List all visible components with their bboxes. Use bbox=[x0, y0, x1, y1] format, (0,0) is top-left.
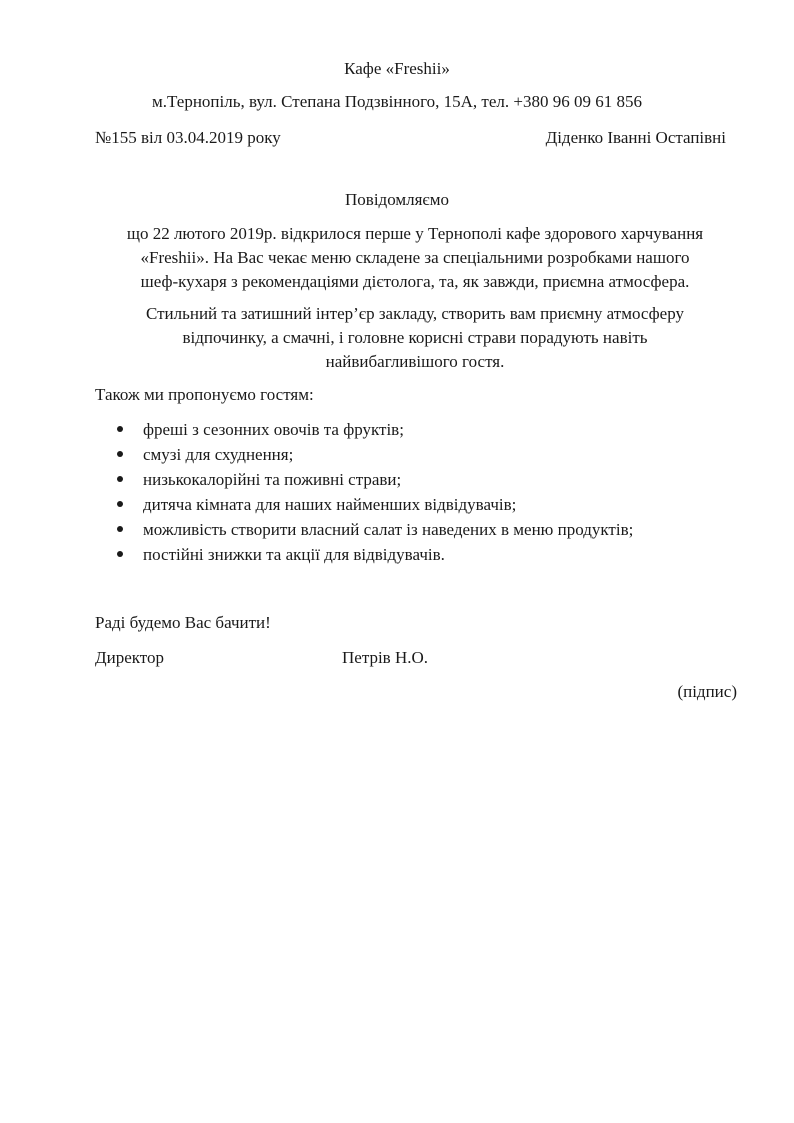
offer-list bbox=[115, 417, 633, 567]
reference-number: №155 віл 03.04.2019 року bbox=[95, 128, 281, 147]
offer-text: низькокалорійні та поживні страви; bbox=[143, 470, 402, 489]
paragraph-interior-line: найвибагливішого гостя. bbox=[325, 352, 505, 371]
paragraph-opening-line: що 22 лютого 2019р. відкрилося перше у Тернополі кафе здорового харчування bbox=[126, 224, 704, 243]
offer-text: дитяча кімната для наших найменших відвідувачів; bbox=[143, 495, 517, 514]
signer-name: Петрів Н.О. bbox=[342, 648, 429, 667]
bullet-icon bbox=[117, 451, 123, 457]
offer-intro: Також ми пропонуємо гостям: bbox=[95, 385, 314, 404]
signer-position: Директор bbox=[95, 648, 164, 667]
offer-text: постійні знижки та акції для відвідувачів. bbox=[143, 545, 445, 564]
paragraph-opening-line: шеф-кухаря з рекомендаціями дієтолога, та, як завжди, приємна атмосфера. bbox=[140, 272, 690, 291]
recipient-name: Діденко Іванні Остапівні bbox=[545, 128, 726, 147]
letter-heading: Повідомляємо bbox=[345, 190, 449, 209]
list-item bbox=[115, 442, 633, 467]
company-name: Кафе «Freshii» bbox=[344, 59, 450, 78]
offer-text: смузі для схуднення; bbox=[143, 445, 294, 464]
list-item bbox=[115, 542, 633, 567]
bullet-icon bbox=[117, 526, 123, 532]
offer-text: можливість створити власний салат із наведених в меню продуктів; bbox=[143, 520, 634, 539]
list-item bbox=[115, 467, 633, 492]
bullet-icon bbox=[117, 501, 123, 507]
bullet-icon bbox=[117, 476, 123, 482]
company-address: м.Тернопіль, вул. Степана Подзвінного, 15А, тел. +380 96 09 61 856 bbox=[152, 92, 642, 111]
paragraph-opening-line: «Freshii». На Вас чекає меню складене за спеціальними розробками нашого bbox=[140, 248, 690, 267]
list-item bbox=[115, 517, 633, 542]
signature-label: (підпис) bbox=[677, 682, 737, 701]
list-item bbox=[115, 492, 633, 517]
list-item bbox=[115, 417, 633, 442]
paragraph-interior-line: відпочинку, а смачні, і головне корисні страви порадують навіть bbox=[182, 328, 648, 347]
bullet-icon bbox=[117, 551, 123, 557]
paragraph-opening bbox=[90, 222, 740, 294]
paragraph-interior-line: Стильний та затишний інтер’єр закладу, створить вам приємну атмосферу bbox=[145, 304, 684, 323]
offer-text: фреші з сезонних овочів та фруктів; bbox=[143, 420, 404, 439]
bullet-icon bbox=[117, 426, 123, 432]
closing-greeting: Раді будемо Вас бачити! bbox=[95, 613, 271, 632]
paragraph-interior bbox=[90, 302, 740, 374]
